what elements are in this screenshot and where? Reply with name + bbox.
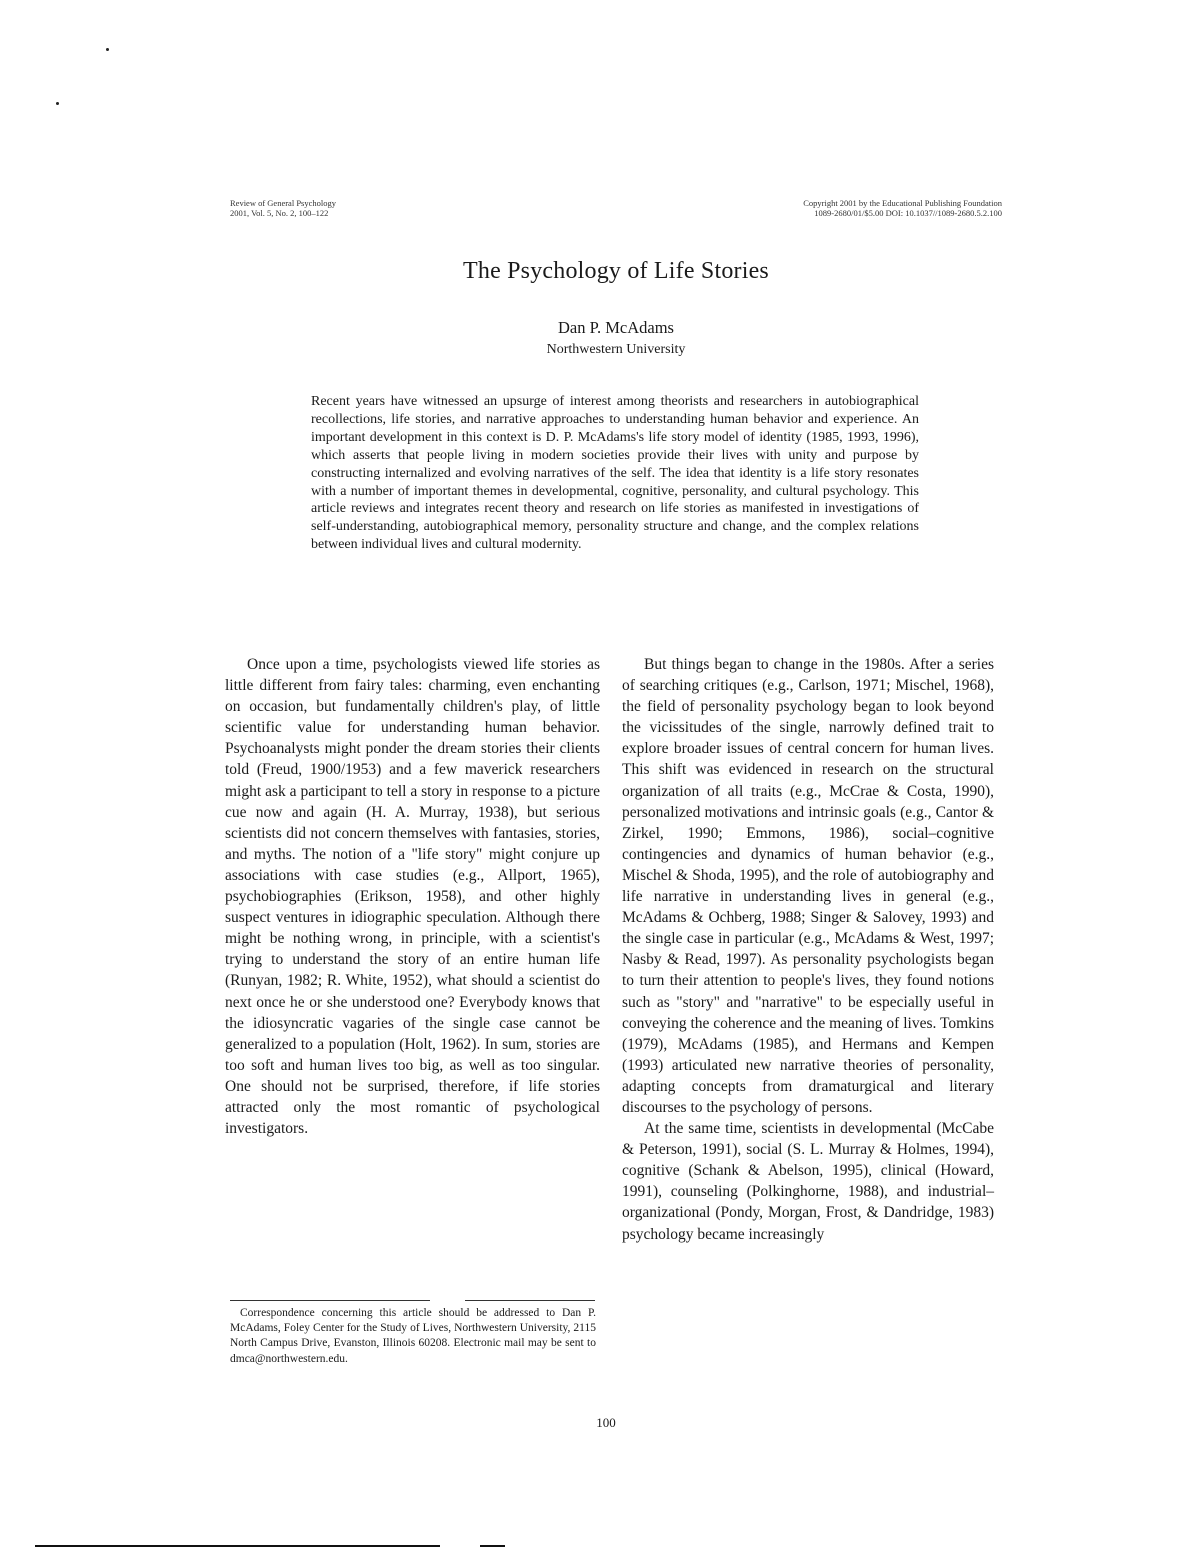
correspondence-footnote: Correspondence concerning this article should be addressed to Dan P. McAdams, Foley Center for the Study of Lives, Northwestern University, 2115 North Campus Drive, Evanston, Illinois 60208. Electronic mail may be sent to dmca@northwestern.edu. <box>230 1307 596 1365</box>
journal-name: Review of General Psychology <box>230 198 336 208</box>
scan-edge-line <box>35 1545 440 1547</box>
doi-line: 1089-2680/01/$5.00 DOI: 10.1037//1089-2680.5.2.100 <box>814 208 1002 218</box>
scan-edge-line <box>480 1545 505 1547</box>
journal-volume: 2001, Vol. 5, No. 2, 100–122 <box>230 208 329 218</box>
author-affiliation: Northwestern University <box>546 342 686 357</box>
page-number: 100 <box>596 1415 616 1430</box>
footnote-rule <box>465 1300 595 1301</box>
copyright-notice <box>690 198 1002 218</box>
body-column-right <box>622 654 994 1245</box>
author-name: Dan P. McAdams <box>558 318 674 337</box>
body-paragraph: Once upon a time, psychologists viewed life stories as little different from fairy tales: charming, even enchanting on occasion, but fundamentally children's play, of little scientific value for understanding human behavior. Psychoanalysts might ponder the dream stories their clients told (Freud, 1900/1953) and a few maverick researchers might ask a participant to tell a story in response to a picture cue now and again (H. A. Murray, 1938), but serious scientists did not concern themselves with fantasies, stories, and myths. The notion of a "life story" might conjure up associations with case studies (e.g., Allport, 1965), psychobiographies (Erikson, 1958), and other highly suspect ventures in idiographic speculation. Although there might be nothing wrong, in principle, with a scientist's trying to understand the story of an entire human life (Runyan, 1982; R. White, 1952), what should a scientist do next once he or she understood one? Everybody knows that the idiosyncratic vagaries of the single case cannot be generalized to a population (Holt, 1962). In sum, stories are too soft and human lives too big, as well as too singular. One should not be surprised, therefore, if life stories attracted only the most romantic of psychological investigators. <box>225 656 600 1138</box>
footnote-rule <box>230 1300 430 1301</box>
copyright-line: Copyright 2001 by the Educational Publishing Foundation <box>803 198 1002 208</box>
body-column-left <box>225 654 600 1139</box>
scan-speck <box>106 48 109 51</box>
article-title: The Psychology of Life Stories <box>463 258 769 284</box>
abstract: Recent years have witnessed an upsurge of interest among theorists and researchers in autobiographical recollections, life stories, and narrative approaches to understanding human behavior and experience. An important development in this context is D. P. McAdams's life story model of identity (1985, 1993, 1996), which asserts that people living in modern societies provide their lives with unity and purpose by constructing internalized and evolving narratives of the self. The idea that identity is a life story resonates with a number of important themes in developmental, cognitive, personality, and cultural psychology. This article reviews and integrates recent theory and research on life stories as manifested in investigations of self-understanding, autobiographical memory, personality structure and change, and the complex relations between individual lives and cultural modernity. <box>311 394 919 553</box>
journal-citation <box>230 198 336 218</box>
scan-speck <box>56 102 59 105</box>
body-paragraph: But things began to change in the 1980s. After a series of searching critiques (e.g., Carlson, 1971; Mischel, 1968), the field of personality psychology began to look beyond the vicissitudes of the single, narrowly defined trait to explore broader issues of central concern for human lives. This shift was evidenced in research on the structural organization of all traits (e.g., McCrae & Costa, 1990), personalized motivations and intrinsic goals (e.g., Cantor & Zirkel, 1990; Emmons, 1986), social–cognitive contingencies and dynamics of human behavior (e.g., Mischel & Shoda, 1995), and the role of autobiography and life narrative in understanding lives in general (e.g., McAdams & Ochberg, 1988; Singer & Salovey, 1993) and the single case in particular (e.g., McAdams & West, 1997; Nasby & Read, 1997). As personality psychologists began to turn their attention to people's lives, they found notions such as "story" and "narrative" to be especially useful in conveying the coherence and the meaning of lives. Tomkins (1979), McAdams (1985), and Hermans and Kempen (1993) articulated new narrative theories of personality, adapting concepts from dramaturgical and literary discourses to the psychology of persons. <box>622 656 994 1116</box>
body-paragraph: At the same time, scientists in developmental (McCabe & Peterson, 1991), social (S. L. Murray & Holmes, 1994), cognitive (Schank & Abelson, 1995), clinical (Howard, 1991), counseling (Polkinghorne, 1988), and industrial–organizational (Pondy, Morgan, Frost, & Dandridge, 1983) psychology became increasingly <box>622 1120 994 1243</box>
